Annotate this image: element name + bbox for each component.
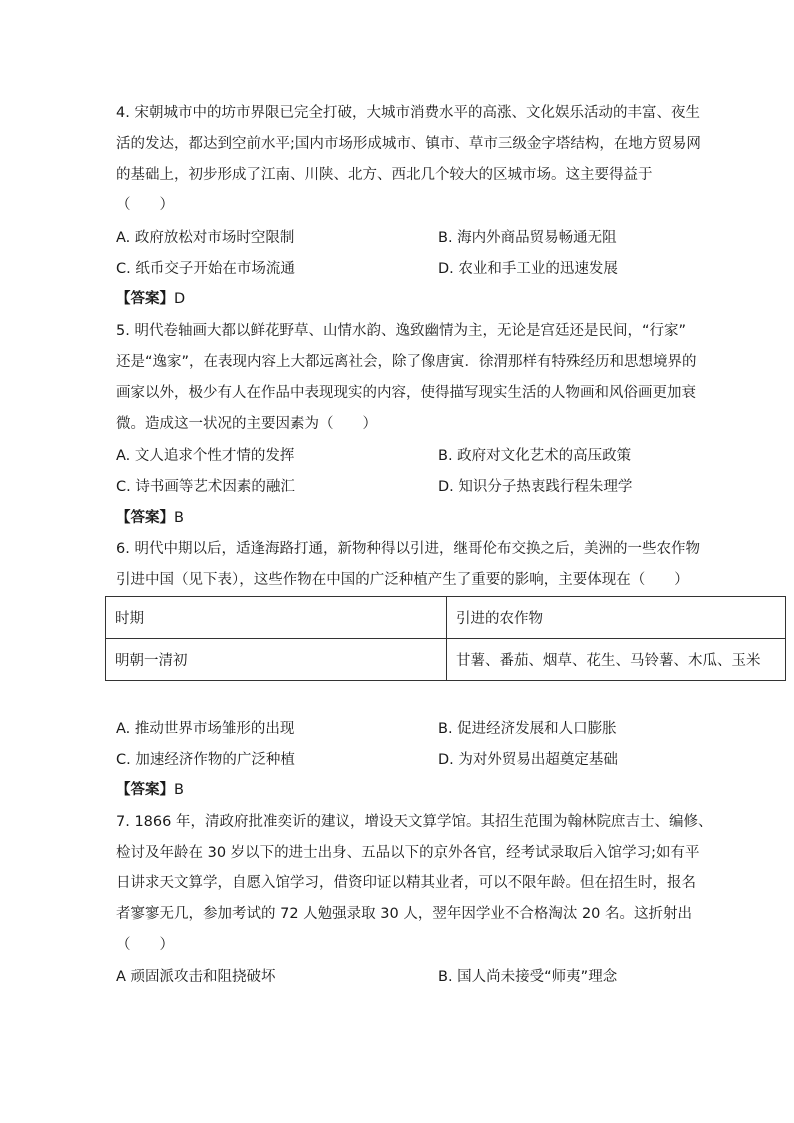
table-row <box>106 639 786 681</box>
q4-option-b: B. 海内外商品贸易畅通无阻 <box>438 230 617 246</box>
answer-letter: B <box>174 510 184 526</box>
answer-tag: 【答案】 <box>116 510 174 526</box>
table-header-crops: 引进的农作物 <box>447 597 786 639</box>
q6-stem-line-2: 引进中国（见下表），这些作物在中国的广泛种植产生了重要的影响，主要体现在（ ） <box>116 572 689 588</box>
q6-crop-table <box>105 596 786 681</box>
q5-stem-line-1: 5. 明代卷轴画大都以鲜花野草、山情水韵、逸致幽情为主，无论是宫廷还是民间，“行家” <box>116 323 686 339</box>
q5-option-b: B. 政府对文化艺术的高压政策 <box>438 448 632 464</box>
q5-option-a: A. 文人追求个性才情的发挥 <box>116 448 295 464</box>
q5-stem-line-2: 还是“逸家”，在表现内容上大都远离社会，除了像唐寅．徐渭那样有特殊经历和思想境界的 <box>116 354 697 370</box>
q6-option-d: D. 为对外贸易出超奠定基础 <box>438 752 618 768</box>
q5-option-c: C. 诗书画等艺术因素的融汇 <box>116 479 295 495</box>
table-cell-period: 明朝一清初 <box>106 639 447 681</box>
answer-tag: 【答案】 <box>116 782 174 798</box>
q4-stem-line-1: 4. 宋朝城市中的坊市界限已完全打破，大城市消费水平的高涨、文化娱乐活动的丰富、夜生 <box>116 105 700 121</box>
q4-answer <box>116 289 185 309</box>
answer-tag: 【答案】 <box>116 291 174 307</box>
q7-option-a: A 顽固派攻击和阻挠破坏 <box>116 969 276 985</box>
q5-stem-line-3: 画家以外，极少有人在作品中表现现实的内容，使得描写现实生活的人物画和风俗画更加衰 <box>116 385 696 401</box>
q6-option-a: A. 推动世界市场雏形的出现 <box>116 721 295 737</box>
q4-stem-line-3: 的基础上，初步形成了江南、川陕、北方、西北几个较大的区城市场。这主要得益于 <box>116 167 653 183</box>
q4-stem-line-2: 活的发达，都达到空前水平;国内市场形成城市、镇市、草市三级金字塔结构，在地方贸易网 <box>116 136 701 152</box>
q4-option-a: A. 政府放松对市场时空限制 <box>116 230 295 246</box>
q4-option-d: D. 农业和手工业的迅速发展 <box>438 261 618 277</box>
table-header-row <box>106 597 786 639</box>
q7-stem-line-1: 7. 1866 年，清政府批准奕䜣的建议，增设天文算学馆。其招生范围为翰林院庶吉士、编修、 <box>116 814 713 830</box>
q4-blank: （ ） <box>116 197 174 213</box>
q5-answer <box>116 508 184 528</box>
table-header-period: 时期 <box>106 597 447 639</box>
q6-stem-line-1: 6. 明代中期以后，适逢海路打通，新物种得以引进，继哥伦布交换之后，美洲的一些农作物 <box>116 541 700 557</box>
answer-letter: D <box>174 291 186 307</box>
q7-option-b: B. 国人尚未接受“师夷”理念 <box>438 969 618 985</box>
q7-stem-line-2: 检讨及年龄在 30 岁以下的进士出身、五品以下的京外各官，经考试录取后入馆学习;如有平 <box>116 845 700 861</box>
table-cell-crops: 甘薯、番茄、烟草、花生、马铃薯、木瓜、玉米 <box>447 639 786 681</box>
q7-blank: （ ） <box>116 937 174 953</box>
q6-option-b: B. 促进经济发展和人口膨胀 <box>438 721 617 737</box>
q7-stem-line-3: 日讲求天文算学，自愿入馆学习，借资印证以精其业者，可以不限年龄。但在招生时，报名 <box>116 875 696 891</box>
q6-answer <box>116 780 184 800</box>
q4-option-c: C. 纸币交子开始在市场流通 <box>116 261 295 277</box>
q5-option-d: D. 知识分子热衷践行程朱理学 <box>438 479 633 495</box>
q6-option-c: C. 加速经济作物的广泛种植 <box>116 752 295 768</box>
q5-stem-line-4: 微。造成这一状况的主要因素为（ ） <box>116 416 377 432</box>
q7-stem-line-4: 者寥寥无几，参加考试的 72 人勉强录取 30 人，翌年因学业不合格淘汰 20 名。这折射出 <box>116 906 693 922</box>
answer-letter: B <box>174 782 184 798</box>
